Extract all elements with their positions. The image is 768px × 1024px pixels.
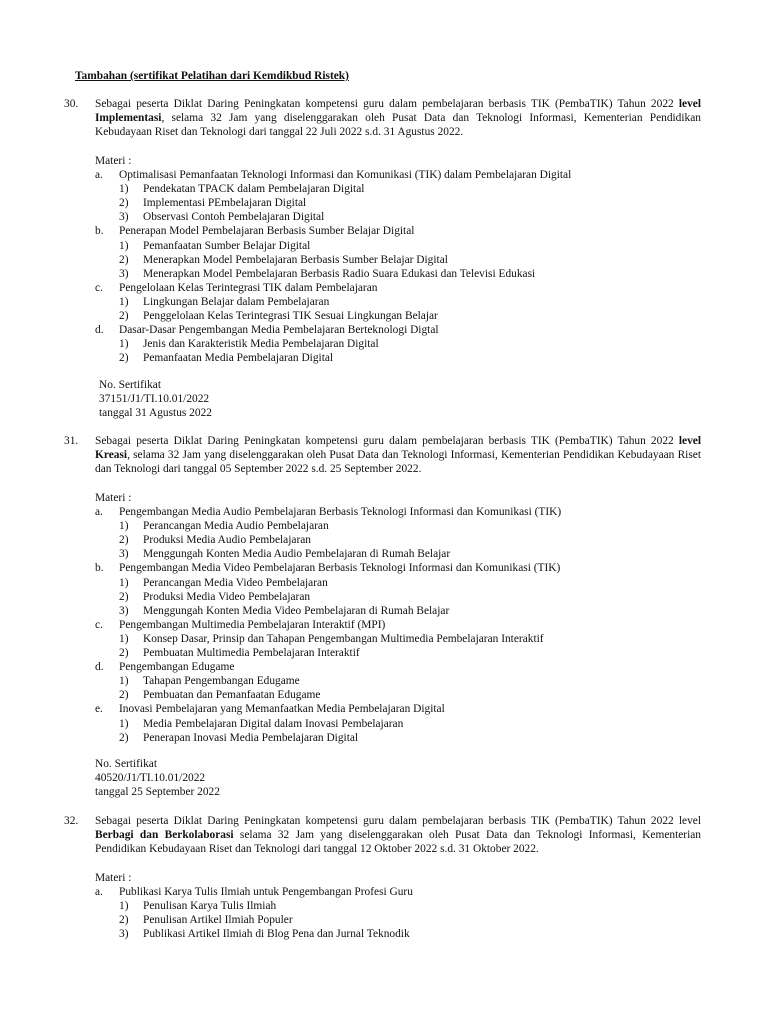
subitem-text: Implementasi PEmbelajaran Digital [143, 197, 307, 210]
subitem-number: 1) [119, 900, 129, 913]
subitem-number: 2) [119, 731, 129, 744]
section-letter: c. [95, 281, 103, 294]
subitem-number: 1) [119, 183, 129, 196]
certificate-date: tanggal 25 September 2022 [95, 786, 220, 799]
subitem-number: 1) [119, 675, 129, 688]
materi-label: Materi : [95, 872, 132, 884]
subitem-text: Menggungah Konten Media Audio Pembelajaran di Rumah Belajar [143, 548, 451, 561]
subitem-number: 1) [119, 295, 129, 308]
subitem-text: Publikasi Artikel Ilmiah di Blog Pena dan Jurnal Teknodik [143, 928, 410, 941]
subitem-number: 1) [119, 239, 129, 252]
section-title: Pengembangan Media Video Pembelajaran Berbasis Teknologi Informasi dan Komunikasi (TIK) [119, 562, 561, 575]
subitem-text: Jenis dan Karakteristik Media Pembelajaran Digital [143, 338, 379, 351]
subitem-text: Media Pembelajaran Digital dalam Inovasi Pembelajaran [143, 717, 404, 730]
certificate-date: tanggal 31 Agustus 2022 [99, 407, 212, 420]
section-title: Inovasi Pembelajaran yang Memanfaatkan Media Pembelajaran Digital [119, 703, 445, 716]
subitem-text: Perancangan Media Video Pembelajaran [143, 576, 328, 589]
subitem-text: Pemanfaatan Media Pembelajaran Digital [143, 352, 334, 365]
section-title: Dasar-Dasar Pengembangan Media Pembelajaran Berteknologi Digtal [119, 324, 439, 337]
certificate-number: 37151/J1/TI.10.01/2022 [99, 393, 210, 406]
subitem-text: Pembuatan Multimedia Pembelajaran Interaktif [143, 647, 360, 659]
subitem-text: Konsep Dasar, Prinsip dan Tahapan Pengembangan Multimedia Pembelajaran Interaktif [143, 632, 544, 645]
materi-label: Materi : [95, 155, 132, 167]
section-letter: a. [95, 886, 103, 898]
subitem-text: Pendekatan TPACK dalam Pembelajaran Digital [143, 183, 365, 196]
subitem-text: Penulisan Artikel Ilmiah Populer [143, 914, 293, 927]
entry-number: 31. [64, 435, 79, 447]
subitem-text: Observasi Contoh Pembelajaran Digital [143, 211, 325, 224]
subitem-number: 2) [119, 253, 129, 266]
subitem-text: Menggungah Konten Media Video Pembelajaran di Rumah Belajar [143, 604, 450, 617]
subitem-text: Perancangan Media Audio Pembelajaran [143, 520, 329, 533]
description-text: , selama 32 Jam yang diselenggarakan oleh Pusat Data dan Teknologi Informasi, Kementerian Pendidikan Kebudayaan Riset dan Teknologi dari tanggal 22 Juli 2022 s.d. 31 Agustus 2022. [95, 112, 701, 139]
section-letter: e. [95, 703, 103, 716]
subitem-number: 3) [119, 267, 129, 280]
subitem-text: Penulisan Karya Tulis Ilmiah [143, 900, 277, 913]
subitem-text: Menerapkan Model Pembelajaran Berbasis Sumber Belajar Digital [143, 253, 448, 266]
subitem-number: 3) [119, 548, 129, 561]
subitem-number: 3) [119, 211, 129, 224]
entry-description [95, 97, 701, 140]
description-text: Sebagai peserta Diklat Daring Peningkatan kompetensi guru dalam pembelajaran berbasis TIK (PembaTIK) Tahun 2022 [95, 98, 679, 110]
description-text: Sebagai peserta Diklat Daring Peningkatan kompetensi guru dalam pembelajaran berbasis TIK (PembaTIK) Tahun 2022 [95, 435, 679, 447]
subitem-number: 2) [119, 197, 129, 210]
subitem-text: Produksi Media Video Pembelajaran [143, 590, 311, 603]
subitem-text: Penerapan Inovasi Media Pembelajaran Digital [143, 731, 359, 744]
subitem-number: 1) [119, 338, 129, 351]
section-letter: d. [95, 661, 104, 674]
subitem-number: 2) [119, 534, 129, 547]
subitem-number: 3) [119, 928, 129, 941]
description-text: Sebagai peserta Diklat Daring Peningkatan kompetensi guru dalam pembelajaran berbasis TIK (PembaTIK) Tahun 2022 level [95, 815, 701, 827]
section-letter: b. [95, 562, 104, 575]
entry-description [95, 814, 701, 857]
certificate-label: No. Sertifikat [99, 379, 162, 391]
section-title: Pengembangan Multimedia Pembelajaran Interaktif (MPI) [119, 618, 386, 631]
subitem-number: 2) [119, 352, 129, 365]
entry-number: 30. [64, 98, 79, 110]
section-letter: a. [95, 506, 103, 518]
subitem-number: 2) [119, 914, 129, 927]
section-title: Pengelolaan Kelas Terintegrasi TIK dalam Pembelajaran [119, 281, 378, 294]
description-text: , selama 32 Jam yang diselenggarakan oleh Pusat Data dan Teknologi Informasi, Kementerian Pendidikan Kebudayaan Riset dan Teknologi dari tanggal 05 September 2022 s.d. 25 September 2022. [95, 449, 701, 476]
section-heading: Tambahan (sertifikat Pelatihan dari Kemdikbud Ristek) [75, 70, 349, 82]
subitem-number: 1) [119, 576, 129, 589]
section-title: Publikasi Karya Tulis Ilmiah untuk Pengembangan Profesi Guru [119, 886, 413, 898]
subitem-text: Pemanfaatan Sumber Belajar Digital [143, 239, 311, 252]
section-title: Optimalisasi Pemanfaatan Teknologi Informasi dan Komunikasi (TIK) dalam Pembelajaran Digital [119, 169, 572, 181]
subitem-number: 2) [119, 689, 129, 702]
section-title: Penerapan Model Pembelajaran Berbasis Sumber Belajar Digital [119, 225, 415, 238]
entry-number: 32. [64, 815, 79, 827]
certificate-label: No. Sertifikat [95, 758, 158, 770]
entry-description [95, 434, 701, 477]
section-letter: d. [95, 324, 104, 337]
subitem-number: 1) [119, 717, 129, 730]
description-text: selama 32 Jam yang diselenggarakan oleh Pusat Data dan Teknologi Informasi, Kementerian Pendidikan Kebudayaan Riset dan Teknologi dari tanggal 12 Oktober 2022 s.d. 31 Oktober 2022. [95, 829, 701, 856]
subitem-text: Penggelolaan Kelas Terintegrasi TIK Sesuai Lingkungan Belajar [143, 310, 438, 322]
training-level: Berbagi dan Berkolaborasi [95, 829, 234, 842]
subitem-text: Pembuatan dan Pemanfaatan Edugame [143, 689, 321, 702]
subitem-number: 1) [119, 520, 129, 533]
section-letter: b. [95, 225, 104, 238]
subitem-number: 1) [119, 632, 129, 645]
section-title: Pengembangan Edugame [119, 661, 235, 674]
training-level: level Kreasi [95, 435, 701, 462]
subitem-text: Menerapkan Model Pembelajaran Berbasis Radio Suara Edukasi dan Televisi Edukasi [143, 267, 536, 280]
subitem-number: 2) [119, 647, 129, 659]
subitem-text: Tahapan Pengembangan Edugame [143, 675, 300, 688]
materi-label: Materi : [95, 492, 132, 504]
subitem-number: 2) [119, 310, 129, 322]
section-title: Pengembangan Media Audio Pembelajaran Berbasis Teknologi Informasi dan Komunikasi (TIK) [119, 506, 562, 518]
section-letter: a. [95, 169, 103, 181]
subitem-text: Lingkungan Belajar dalam Pembelajaran [143, 295, 330, 308]
section-letter: c. [95, 618, 103, 631]
training-level: level Implementasi [95, 98, 701, 125]
subitem-number: 3) [119, 604, 129, 617]
certificate-number: 40520/J1/TI.10.01/2022 [95, 772, 206, 785]
subitem-text: Produksi Media Audio Pembelajaran [143, 534, 311, 547]
subitem-number: 2) [119, 590, 129, 603]
